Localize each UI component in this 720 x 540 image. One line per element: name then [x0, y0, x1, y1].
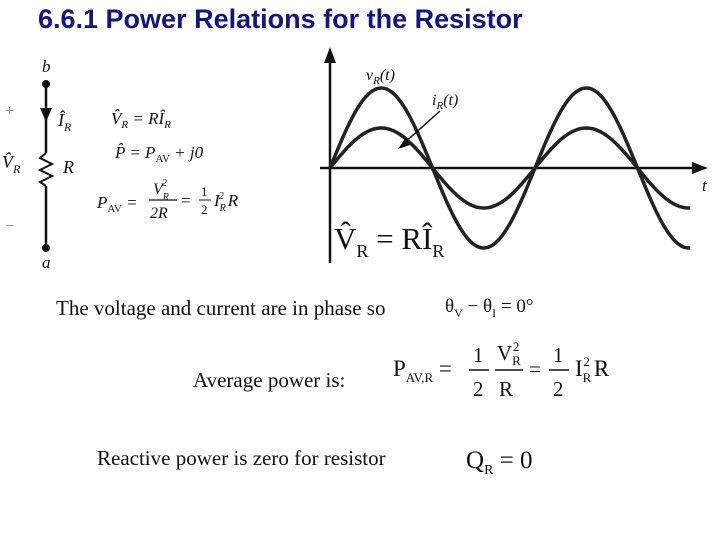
current-wave-label: $i_R(t)$ [432, 92, 459, 112]
vertical-axis-arrow [324, 47, 336, 63]
current-arrow [40, 108, 52, 122]
avg-power-num: $V_R2$ [153, 178, 169, 203]
plus-sign: + [5, 103, 15, 120]
phase-equation [445, 290, 585, 324]
time-axis-label: t [702, 176, 707, 195]
resistor-symbol [40, 153, 52, 186]
reactive-power-equation [466, 440, 566, 480]
svg-text:θV − θI = 0°: $\theta_V - \theta_I = 0^\circ$ [445, 296, 534, 320]
average-power-equation [393, 338, 633, 408]
resistor-label: R [63, 157, 74, 177]
minus-sign: − [5, 218, 15, 235]
svg-text:QR = 0: $Q_R = 0$ [466, 447, 533, 478]
avg-power-eq-mid: = [181, 191, 191, 210]
svg-text:IR2R: $I_R2$ R [575, 354, 610, 385]
node-a-dot [42, 244, 50, 252]
node-a-label: a [42, 253, 51, 272]
reactive-power-text: Reactive power is zero for resistor [97, 446, 386, 470]
current-label: $Î_R$ [58, 110, 72, 134]
avg-power-rhs: $I_R2$ R [214, 191, 239, 214]
svg-text:=: = [529, 357, 541, 381]
svg-text:2: 2 [553, 377, 564, 401]
avg-power-eq-left: $P_{AV}$ = [97, 193, 138, 215]
svg-text:PAV,R =: $P_{AV,R}$ = [393, 356, 452, 385]
svg-text:VR2: $V_R2$ [497, 339, 521, 368]
svg-text:2: 2 [473, 377, 484, 401]
voltage-label: $V̂_R$ [2, 152, 21, 176]
half-den: 2 [201, 202, 208, 217]
phasor-power-eq: P̂ = $P_{AV} + j0$ [115, 143, 204, 165]
voltage-wave-label: $v_R(t)$ [366, 67, 395, 87]
svg-text:R: R [499, 377, 514, 401]
phasor-ohm-eq: $V̂_R$ = $RÎ_R$ [111, 109, 171, 131]
average-power-text: Average power is: [193, 368, 346, 392]
resistor-circuit-diagram [0, 58, 100, 288]
page-title: 6.6.1 Power Relations for the Resistor [38, 4, 523, 34]
svg-text:1: 1 [553, 343, 564, 367]
avg-power-den: 2R [150, 205, 168, 222]
big-ohm-eq: $V̂_R$ = $RÎ_R$ [334, 221, 445, 261]
time-axis-arrow [692, 162, 708, 174]
svg-text:1: 1 [473, 343, 484, 367]
in-phase-text: The voltage and current are in phase so [56, 296, 386, 320]
phasor-equations [95, 96, 255, 256]
node-b-label: b [42, 57, 51, 76]
half-num: 1 [201, 184, 208, 199]
waveform-plot [310, 45, 710, 265]
